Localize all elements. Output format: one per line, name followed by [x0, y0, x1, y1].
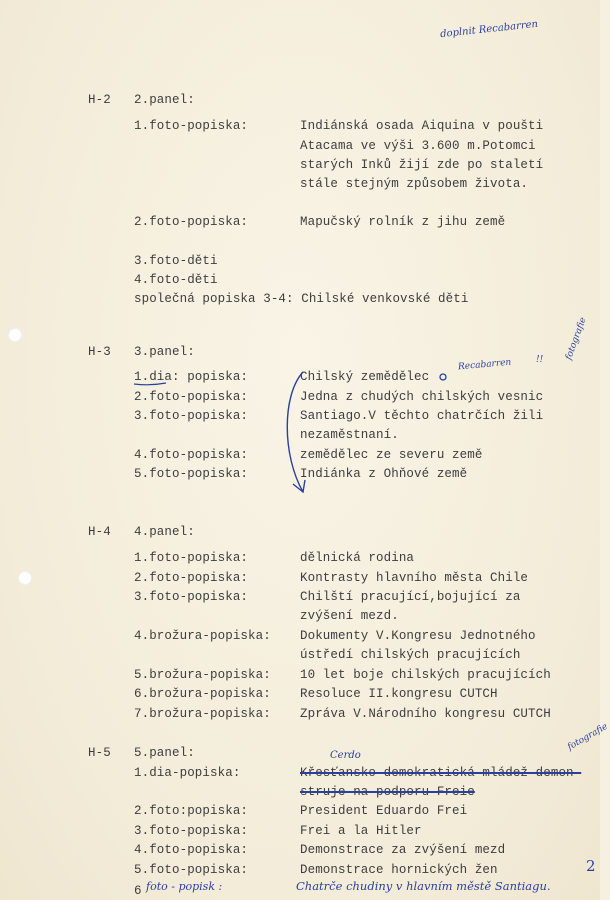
row-label: 3.foto-popiska:	[134, 590, 249, 604]
row-caption: Indiánská osada Aiquina v poušti	[300, 119, 544, 133]
row-label: 5.foto-popiska:	[134, 863, 249, 877]
row-label: 5.brožura-popiska:	[134, 668, 271, 682]
row-label: 4.foto-popiska:	[134, 448, 249, 462]
row-label: 7.brožura-popiska:	[134, 707, 271, 721]
row-label: 1.foto-popiska:	[134, 551, 249, 565]
row-label: 1.foto-popiska:	[134, 119, 249, 133]
row-caption: Resoluce II.kongresu CUTCH	[300, 687, 498, 701]
row-caption: nezaměstnaní.	[300, 428, 399, 442]
row-label: 2.foto-popiska:	[134, 571, 249, 585]
row-label: 3.foto-popiska:	[134, 824, 249, 838]
panel-title-h5: 5.panel:	[134, 746, 195, 760]
section-code-h2: H-2	[88, 93, 111, 107]
row-caption: Indiánka z Ohňové země	[300, 467, 468, 481]
handwritten-note-top: doplnit Recabarren	[439, 18, 539, 41]
row-label: 2.foto-popiska:	[134, 215, 249, 229]
row-caption: starých Inků žijí zde po staletí	[300, 158, 544, 172]
row-caption: Dokumenty V.Kongresu Jednotného	[300, 629, 536, 643]
row-caption: Frei a la Hitler	[300, 824, 422, 838]
row-caption: Kontrasty hlavního města Chile	[300, 571, 529, 585]
row-caption: 10 let boje chilských pracujících	[300, 668, 551, 682]
row-label: 2.foto:popiska:	[134, 804, 249, 818]
row-label: 6	[134, 884, 142, 898]
row-caption-struck: Křesťansko-demokratická mládež demon-	[300, 766, 582, 780]
row-label: 4.brožura-popiska:	[134, 629, 271, 643]
punch-hole-top	[8, 328, 22, 342]
row-label: 1.dia-popiska:	[134, 766, 241, 780]
row-caption: Demonstrace hornických žen	[300, 863, 498, 877]
row-caption: zemědělec ze severu země	[300, 448, 483, 462]
row-label: 5.foto-popiska:	[134, 467, 249, 481]
row-caption: Chilští pracující,bojující za	[300, 590, 521, 604]
handwritten-right-h3: fotografie	[564, 316, 589, 362]
common-caption: společná popiska 3-4: Chilské venkovské děti	[134, 292, 469, 306]
section-code-h5: H-5	[88, 746, 111, 760]
row-caption: ústředí chilských pracujících	[300, 648, 521, 662]
row-label: 3.foto-děti	[134, 254, 218, 268]
row-caption: Zpráva V.Národního kongresu CUTCH	[300, 707, 551, 721]
row-caption: dělnická rodina	[300, 551, 415, 565]
row-caption: President Eduardo Frei	[300, 804, 468, 818]
row-caption: Atacama ve výši 3.600 m.Potomci	[300, 139, 536, 153]
row-caption: Mapučský rolník z jihu země	[300, 215, 506, 229]
panel-title-h4: 4.panel:	[134, 525, 195, 539]
row-label: 3.foto-popiska:	[134, 409, 249, 423]
handwritten-mark-h3: !!	[536, 355, 544, 365]
row-caption: Santiago.V těchto chatrčích žili	[300, 409, 544, 423]
panel-title-h3: 3.panel:	[134, 345, 195, 359]
panel-title-h2: 2.panel:	[134, 93, 195, 107]
row-label: 1.dia: popiska:	[134, 370, 249, 384]
row-label: 4.foto-popiska:	[134, 843, 249, 857]
row-label: 4.foto-děti	[134, 273, 218, 287]
row-label: 6.brožura-popiska:	[134, 687, 271, 701]
section-code-h4: H-4	[88, 525, 111, 539]
handwritten-row6-caption: Chatrče chudiny v hlavním městě Santiagu.	[296, 879, 551, 893]
punch-hole-bottom	[18, 571, 32, 585]
handwritten-over-h5: Cerdo	[330, 750, 361, 761]
handwritten-right-h5: fotografie	[566, 721, 610, 753]
page-number: 2	[586, 857, 596, 875]
row-caption: zvýšení mezd.	[300, 609, 399, 623]
handwritten-note-h3: Recabarren	[457, 357, 512, 373]
row-label: 2.foto-popiska:	[134, 390, 249, 404]
section-code-h3: H-3	[88, 345, 111, 359]
row-caption: Jedna z chudých chilských vesnic	[300, 390, 544, 404]
row-caption: Demonstrace za zvýšení mezd	[300, 843, 506, 857]
row-caption: stále stejným způsobem života.	[300, 177, 529, 191]
handwritten-row6-label: foto - popisk :	[146, 880, 223, 893]
row-caption-struck: struje na podporu Freie	[300, 785, 475, 799]
row-caption: Chilský zemědělec	[300, 370, 430, 384]
